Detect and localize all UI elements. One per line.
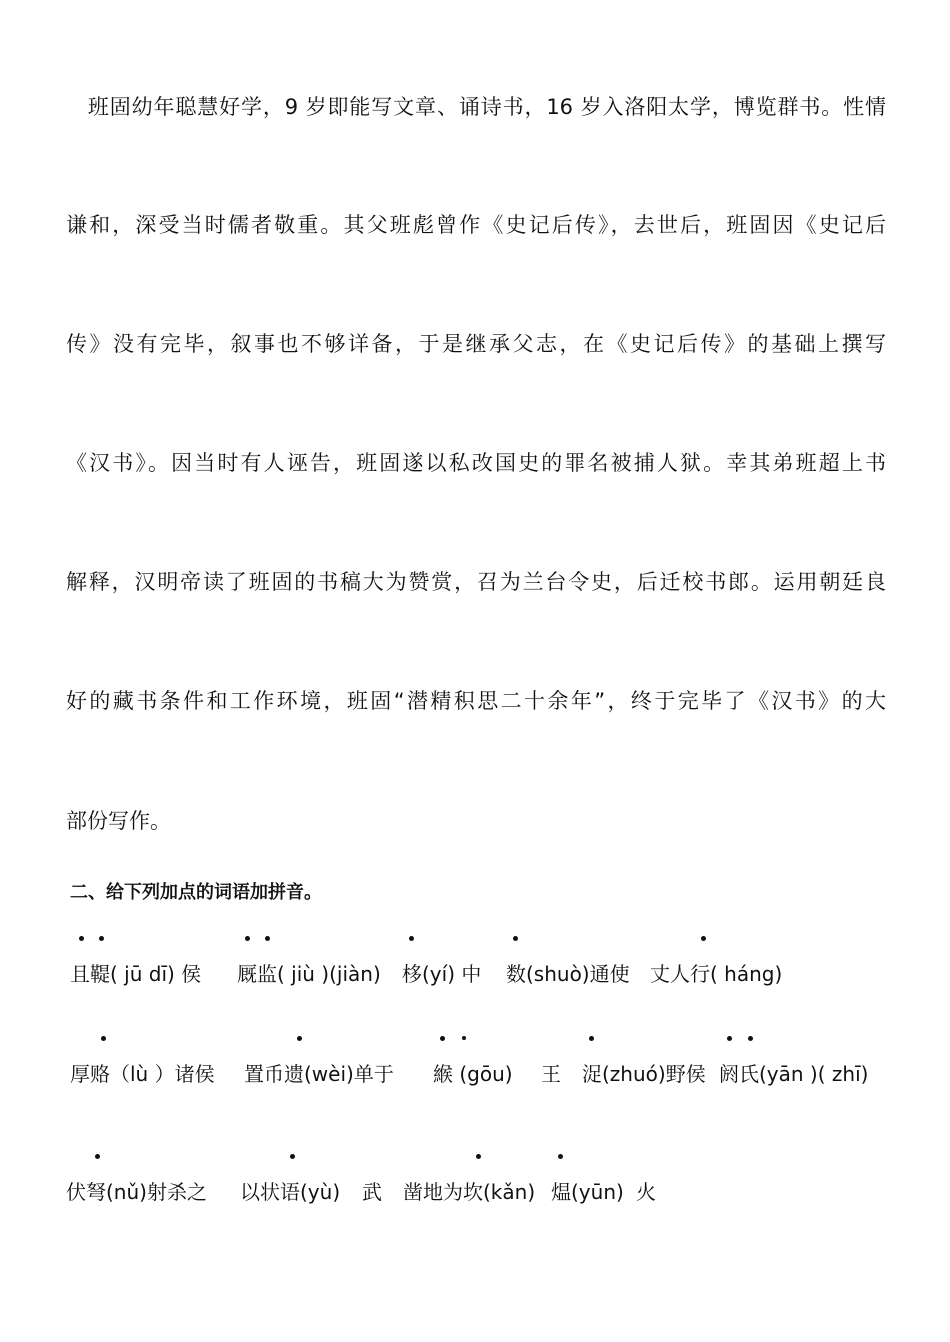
emphasis-dot: [290, 1154, 295, 1159]
exercise-item: 緱 (gōu): [433, 1062, 513, 1086]
exercise-item: 王: [541, 1062, 561, 1086]
passage-line-5: 解释，汉明帝读了班固的书稿大为赞赏，召为兰台令史，后迁校书郎。运用朝廷良: [66, 570, 886, 594]
emphasis-dot: [727, 1036, 732, 1041]
exercise-item: 武: [362, 1180, 382, 1204]
emphasis-dot: [440, 1036, 445, 1041]
passage-line-4: 《汉书》。因当时有人诬告，班固遂以私改国史的罪名被捕人狱。幸其弟班超上书: [66, 451, 886, 475]
exercise-item: 伏弩(nǔ)射杀之: [66, 1180, 207, 1204]
exercise-row-2: [0, 1036, 950, 1096]
emphasis-dot: [101, 1036, 106, 1041]
exercise-item: 浞(zhuó)野侯: [582, 1062, 706, 1086]
exercise-item: 厚赂（lù ）诸侯: [70, 1062, 215, 1086]
emphasis-dot: [95, 1154, 100, 1159]
passage-line-1: 班固幼年聪慧好学，9 岁即能写文章、诵诗书，16 岁入洛阳太学，博览群书。性情: [66, 95, 886, 119]
emphasis-dot: [79, 936, 84, 941]
exercise-heading: 二、给下列加点的词语加拼音。: [70, 882, 322, 903]
exercise-item: 以状语(yù): [240, 1180, 341, 1204]
passage-line-7: 部份写作。: [66, 809, 171, 833]
passage-line-6: 好的藏书条件和工作环境，班固“潜精积思二十余年”，终于完毕了《汉书》的大: [66, 689, 886, 713]
emphasis-dot: [701, 936, 706, 941]
emphasis-dot: [748, 1036, 753, 1041]
exercise-row-3: [0, 1154, 950, 1214]
exercise-item: 丈人行( háng): [650, 962, 783, 986]
exercise-item: 且鞮( jū dī) 侯: [70, 962, 202, 986]
emphasis-dot: [99, 936, 104, 941]
exercise-row-1: [0, 936, 950, 996]
emphasis-dot: [245, 936, 250, 941]
exercise-item: 火: [636, 1180, 656, 1204]
emphasis-dot: [409, 936, 414, 941]
exercise-item: 凿地为坎(kǎn): [403, 1180, 536, 1204]
emphasis-dot: [558, 1154, 563, 1159]
emphasis-dot: [476, 1154, 481, 1159]
emphasis-dot: [297, 1036, 302, 1041]
emphasis-dot: [462, 1036, 466, 1040]
exercise-item: 置币遗(wèi)单于: [244, 1062, 394, 1086]
emphasis-dot: [589, 1036, 594, 1041]
exercise-item: 厩监( jiù )(jiàn): [237, 962, 381, 986]
exercise-item: 数(shuò)通使: [506, 962, 630, 986]
passage-line-3: 传》没有完毕，叙事也不够详备，于是继承父志，在《史记后传》的基础上撰写: [66, 332, 886, 356]
emphasis-dot: [513, 936, 518, 941]
emphasis-dot: [265, 936, 270, 941]
exercise-item: 栘(yí) 中: [402, 962, 482, 986]
exercise-item: 煴(yūn): [551, 1180, 624, 1204]
passage-line-2: 谦和，深受当时儒者敬重。其父班彪曾作《史记后传》，去世后，班固因《史记后: [66, 213, 886, 237]
exercise-item: 阏氏(yān )( zhī): [719, 1062, 869, 1086]
